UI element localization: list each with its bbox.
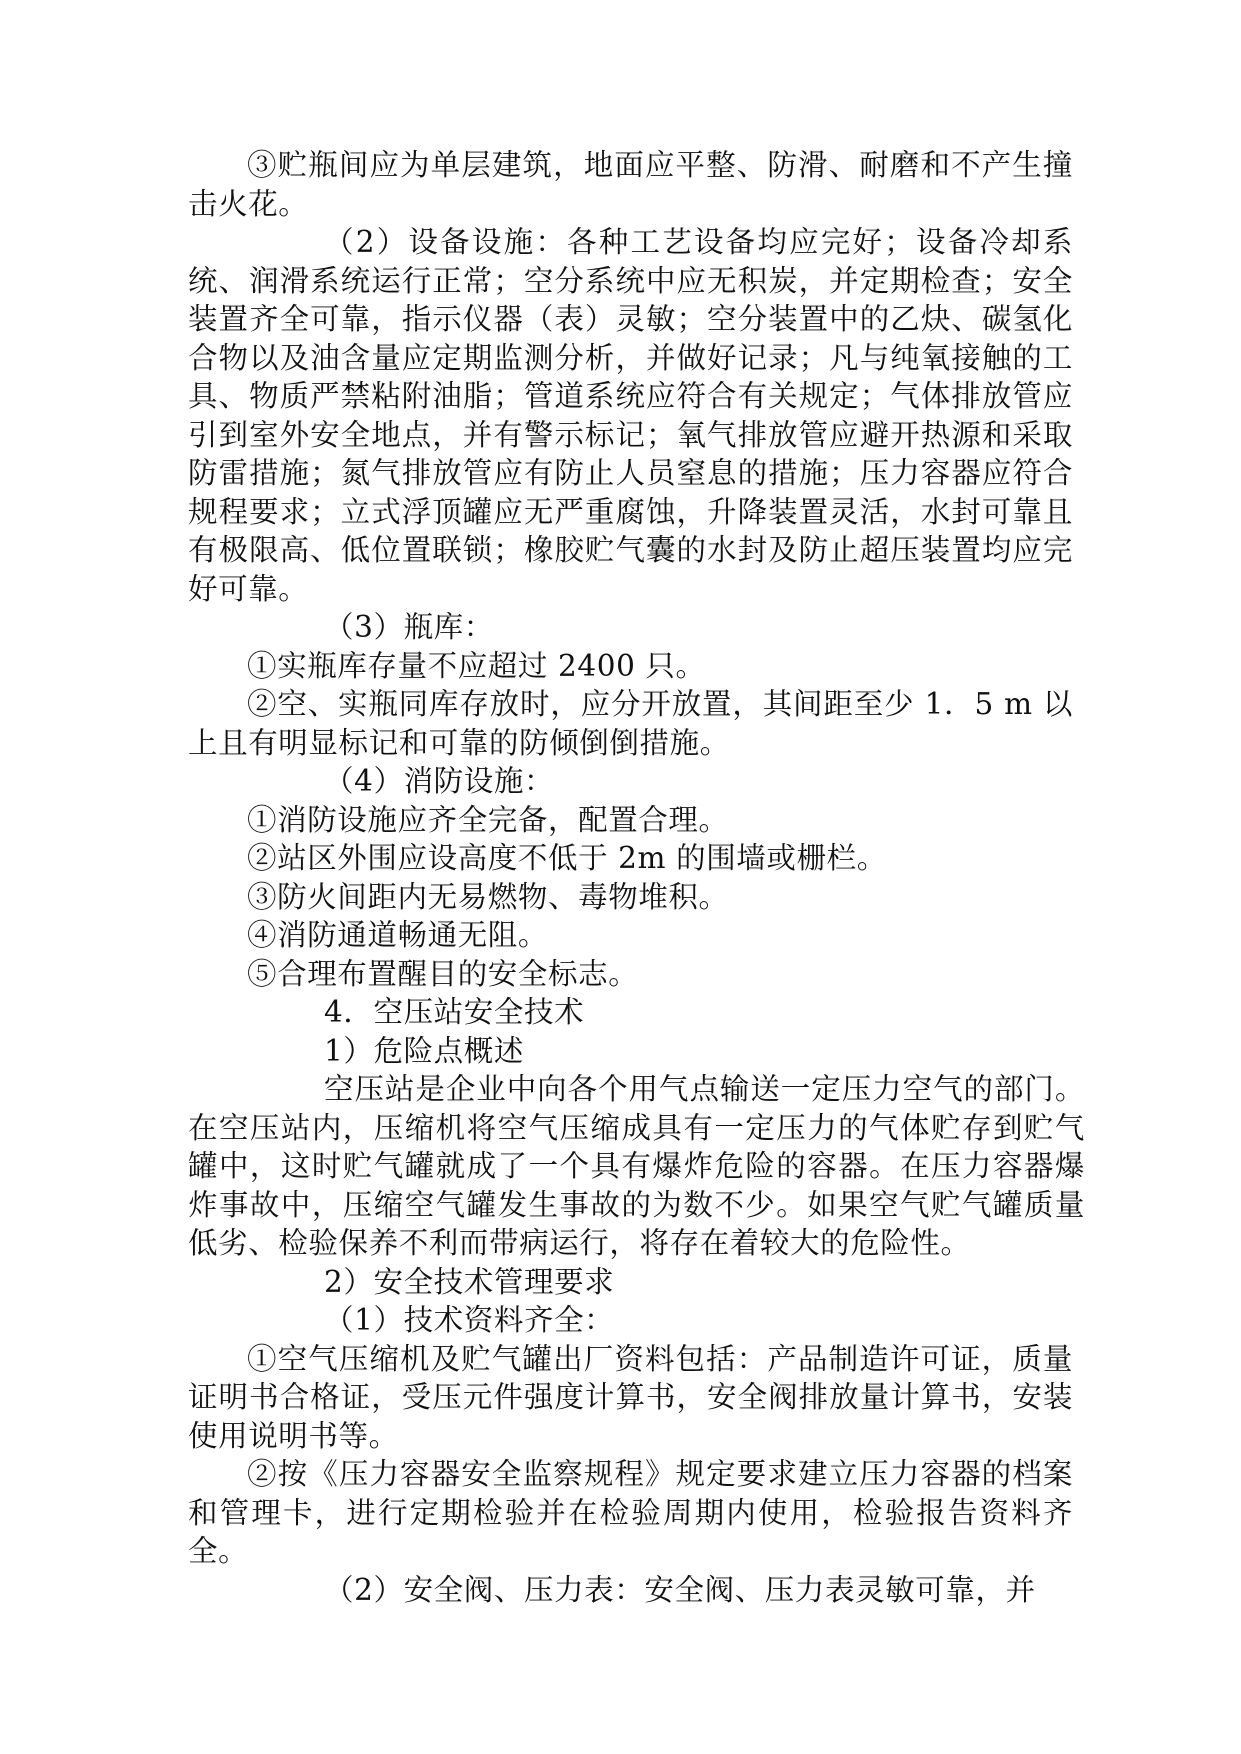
paragraph: ②按《压力容器安全监察规程》规定要求建立压力容器的档案和管理卡，进行定期检验并在检验周期内使用，检验报告资料齐全。 (188, 1457, 1073, 1568)
paragraph: 空压站是企业中向各个用气点输送一定压力空气的部门。在空压站内，压缩机将空气压缩成具有一定压力的气体贮存到贮气罐中，这时贮气罐就成了一个具有爆炸危险的容器。在压力容器爆炸事故中，压缩空气罐发生事故的为数不少。如果空气贮气罐质量低劣、检验保养不利而带病运行，将存在着较大的危险性。 (188, 1072, 1085, 1260)
paragraph: ⑤合理布置醒目的安全标志。 (247, 956, 639, 991)
paragraph: （2）设备设施：各种工艺设备均应完好；设备冷却系统、润滑系统运行正常；空分系统中应无积炭，并定期检查；安全装置齐全可靠，指示仪器（表）灵敏；空分装置中的乙炔、碳氢化合物以及油含量应定期监测分析，并做好记录；凡与纯氧接触的工具、物质严禁粘附油脂；管道系统应符合有关规定；气体排放管应引到室外安全地点，并有警示标记；氧气排放管应避开热源和采取防雷措施；氮气排放管应有防止人员窒息的措施；压力容器应符合规程要求；立式浮顶罐应无严重腐蚀，升降装置灵活，水封可靠且有极限高、低位置联锁；橡胶贮气囊的水封及防止超压装置均应完好可靠。 (188, 225, 1073, 606)
paragraph: ②空、实瓶同库存放时，应分开放置，其间距至少 1．5 m 以上且有明显标记和可靠的防倾倒倒措施。 (188, 687, 1073, 760)
document-body (188, 146, 1085, 1609)
paragraph: （4）消防设施： (324, 764, 555, 798)
subsection-heading: 1）危险点概述 (324, 1033, 524, 1068)
paragraph: ③贮瓶间应为单层建筑，地面应平整、防滑、耐磨和不产生撞击火花。 (188, 148, 1073, 221)
paragraph: ②站区外围应设高度不低于 2m 的围墙或栅栏。 (247, 841, 887, 875)
subsection-heading: 2）安全技术管理要求 (324, 1264, 615, 1299)
paragraph: ①实瓶库存量不应超过 2400 只。 (247, 648, 706, 683)
paragraph: ①空气压缩机及贮气罐出厂资料包括：产品制造许可证，质量证明书合格证，受压元件强度计算书，安全阀排放量计算书，安装使用说明书等。 (188, 1341, 1073, 1453)
paragraph: （1）技术资料齐全： (324, 1303, 615, 1337)
paragraph: （3）瓶库： (324, 610, 494, 644)
paragraph: ①消防设施应齐全完备，配置合理。 (247, 802, 729, 837)
section-heading: 4．空压站安全技术 (324, 995, 585, 1029)
paragraph: ④消防通道畅通无阻。 (247, 918, 549, 952)
paragraph: （2）安全阀、压力表：安全阀、压力表灵敏可靠，并 (324, 1572, 1036, 1607)
paragraph: ③防火间距内无易燃物、毒物堆积。 (247, 879, 729, 914)
